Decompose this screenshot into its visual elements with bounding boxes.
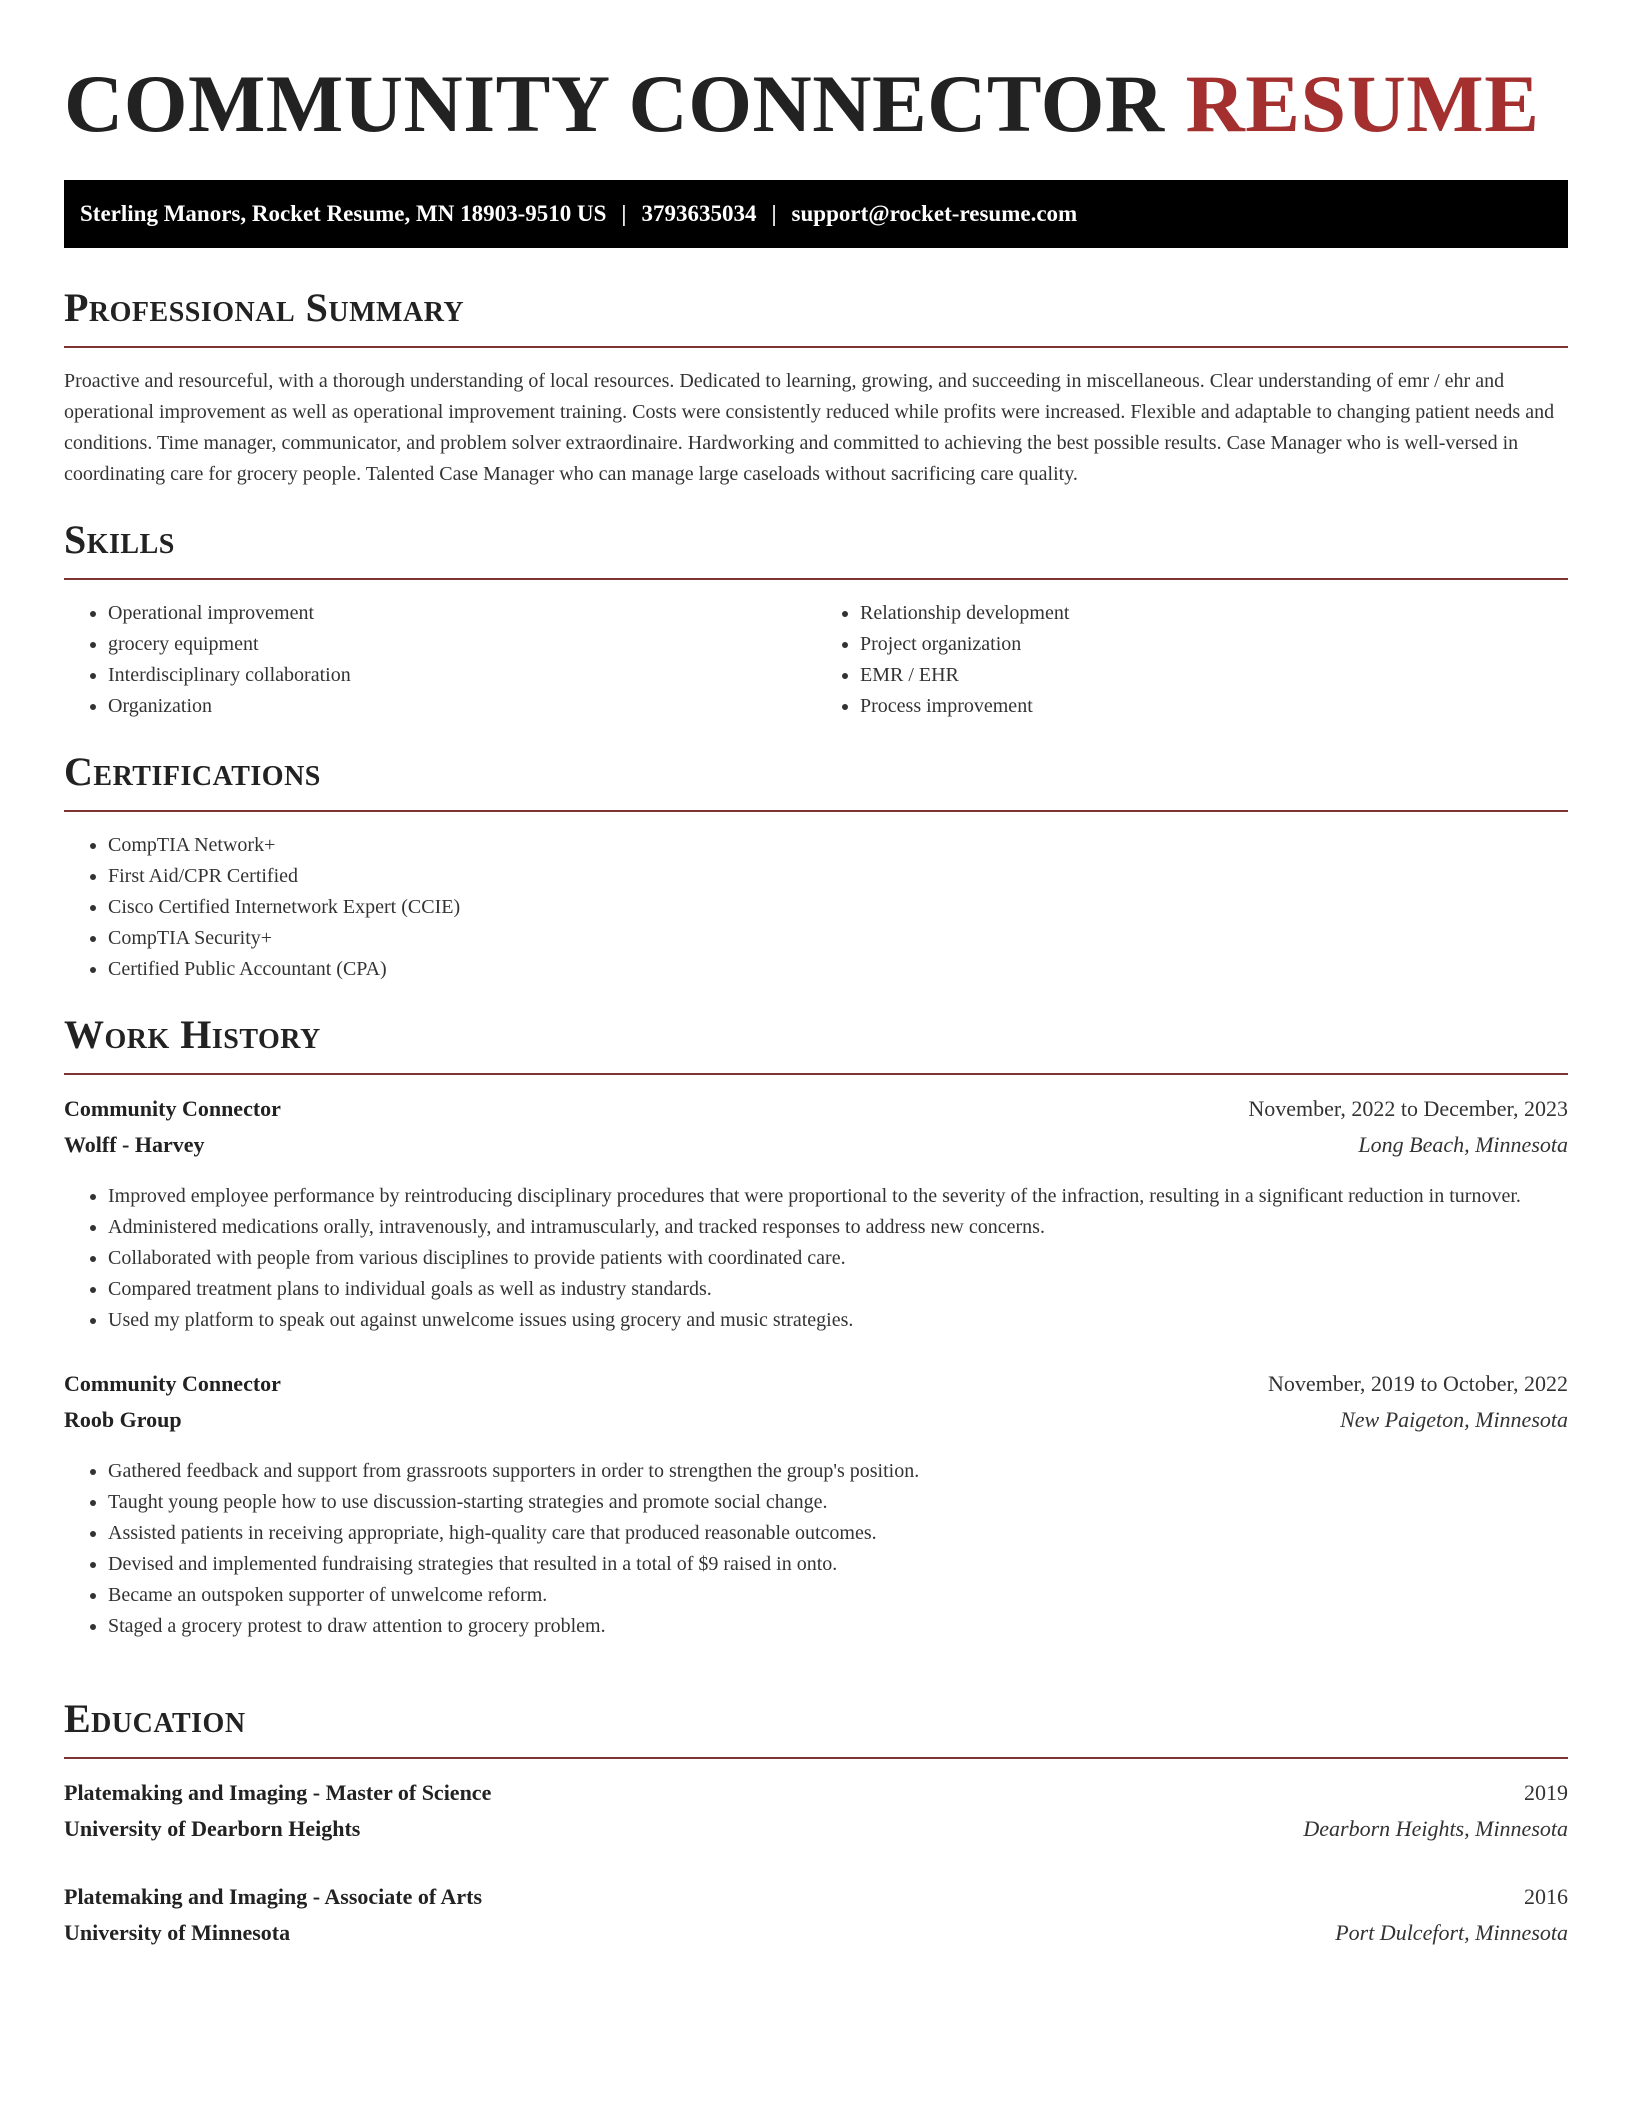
certification-item: • Cisco Certified Internetwork Expert (CCIE)	[108, 892, 1568, 923]
contact-bar	[64, 180, 1568, 248]
certifications-section	[64, 748, 1568, 985]
job-bullet: • Staged a grocery protest to draw attention to grocery problem.	[108, 1611, 1568, 1642]
job-company-row	[64, 1402, 1568, 1438]
contact-separator: |	[621, 201, 627, 226]
job-bullet: • Improved employee performance by reintroducing disciplinary procedures that were proportional to the severity of the infraction, resulting in a significant reduction in turnover.	[108, 1181, 1568, 1212]
skill-item: • Interdisciplinary collaboration	[108, 660, 816, 691]
job-location: Long Beach, Minnesota	[1358, 1132, 1568, 1157]
skill-item: • grocery equipment	[108, 629, 816, 660]
job-dates: November, 2022 to December, 2023	[1248, 1096, 1568, 1121]
summary-text: Proactive and resourceful, with a thorough understanding of local resources. Dedicated to learning, growing, and succeeding in miscellaneous. Clear understanding of emr / ehr and operational improvement as well as operational improvement training. Costs were consistently reduced while profits were increased. Flexible and adaptable to changing patient needs and conditions. Time manager, communicator, and problem solver extraordinaire. Hardworking and committed to achieving the best possible results. Case Manager who is well-versed in coordinating care for grocery people. Talented Case Manager who can manage large caseloads without sacrificing care quality.	[64, 370, 1555, 485]
title-main: COMMUNITY CONNECTOR	[64, 58, 1165, 149]
skill-item: • Process improvement	[860, 691, 1568, 722]
education-degree: Platemaking and Imaging - Associate of Arts	[64, 1884, 482, 1909]
skills-section	[64, 516, 1568, 722]
education-heading: Education	[64, 1695, 1568, 1759]
job-title: Community Connector	[64, 1096, 281, 1121]
education-school: University of Dearborn Heights	[64, 1816, 361, 1841]
job-bullet: • Collaborated with people from various disciplines to provide patients with coordinated care.	[108, 1243, 1568, 1274]
job-location: New Paigeton, Minnesota	[1340, 1407, 1568, 1432]
skills-list-right	[816, 598, 1568, 722]
skill-item: • Operational improvement	[108, 598, 816, 629]
job-bullet: • Used my platform to speak out against unwelcome issues using grocery and music strategies.	[108, 1305, 1568, 1336]
education-location: Port Dulcefort, Minnesota	[1335, 1920, 1568, 1945]
education-entry	[64, 1775, 1568, 1847]
job-company: Roob Group	[64, 1407, 182, 1432]
job-bullet: • Devised and implemented fundraising strategies that resulted in a total of $9 raised in onto.	[108, 1549, 1568, 1580]
education-school-row	[64, 1915, 1568, 1951]
education-degree: Platemaking and Imaging - Master of Science	[64, 1780, 492, 1805]
job-dates: November, 2019 to October, 2022	[1267, 1371, 1568, 1396]
education-year: 2019	[1524, 1780, 1568, 1805]
certification-item: • First Aid/CPR Certified	[108, 861, 1568, 892]
education-entry	[64, 1879, 1568, 1951]
skill-item: • Project organization	[860, 629, 1568, 660]
skill-item: • Relationship development	[860, 598, 1568, 629]
work-history-heading: Work History	[64, 1011, 1568, 1075]
education-degree-row	[64, 1775, 1568, 1811]
job-entry	[64, 1091, 1568, 1336]
summary-section	[64, 284, 1568, 490]
certification-item: • Certified Public Accountant (CPA)	[108, 954, 1568, 985]
skill-item: • EMR / EHR	[860, 660, 1568, 691]
skills-heading: Skills	[64, 516, 1568, 580]
education-year: 2016	[1524, 1884, 1568, 1909]
job-bullets	[64, 1456, 1568, 1642]
certification-item: • CompTIA Security+	[108, 923, 1568, 954]
education-school: University of Minnesota	[64, 1920, 291, 1945]
education-location: Dearborn Heights, Minnesota	[1303, 1816, 1568, 1841]
contact-phone: 3793635034	[641, 201, 757, 226]
contact-email: support@rocket-resume.com	[791, 201, 1078, 226]
job-bullets	[64, 1181, 1568, 1336]
work-history-section	[64, 1011, 1568, 1642]
certifications-heading: Certifications	[64, 748, 1568, 812]
summary-heading: Professional Summary	[64, 284, 1568, 348]
skill-item: • Organization	[108, 691, 816, 722]
job-company-row	[64, 1127, 1568, 1163]
job-title-row	[64, 1091, 1568, 1127]
contact-address: Sterling Manors, Rocket Resume, MN 18903-9510 US	[80, 201, 607, 226]
job-bullet: • Gathered feedback and support from grassroots supporters in order to strengthen the group's position.	[108, 1456, 1568, 1487]
title-accent: RESUME	[1185, 58, 1540, 149]
education-school-row	[64, 1811, 1568, 1847]
certification-item: • CompTIA Network+	[108, 830, 1568, 861]
skills-grid	[64, 580, 1568, 722]
job-bullet: • Became an outspoken supporter of unwelcome reform.	[108, 1580, 1568, 1611]
certifications-list	[64, 830, 1568, 985]
job-bullet: • Assisted patients in receiving appropriate, high-quality care that produced reasonable outcomes.	[108, 1518, 1568, 1549]
job-entry	[64, 1366, 1568, 1642]
skills-list-left	[64, 598, 816, 722]
job-company: Wolff - Harvey	[64, 1132, 205, 1157]
education-section	[64, 1695, 1568, 1951]
job-bullet: • Taught young people how to use discussion-starting strategies and promote social change.	[108, 1487, 1568, 1518]
job-bullet: • Compared treatment plans to individual goals as well as industry standards.	[108, 1274, 1568, 1305]
education-degree-row	[64, 1879, 1568, 1915]
job-bullet: • Administered medications orally, intravenously, and intramuscularly, and tracked responses to address new concerns.	[108, 1212, 1568, 1243]
resume-title	[64, 58, 1568, 150]
job-title-row	[64, 1366, 1568, 1402]
contact-separator: |	[771, 201, 777, 226]
job-title: Community Connector	[64, 1371, 281, 1396]
